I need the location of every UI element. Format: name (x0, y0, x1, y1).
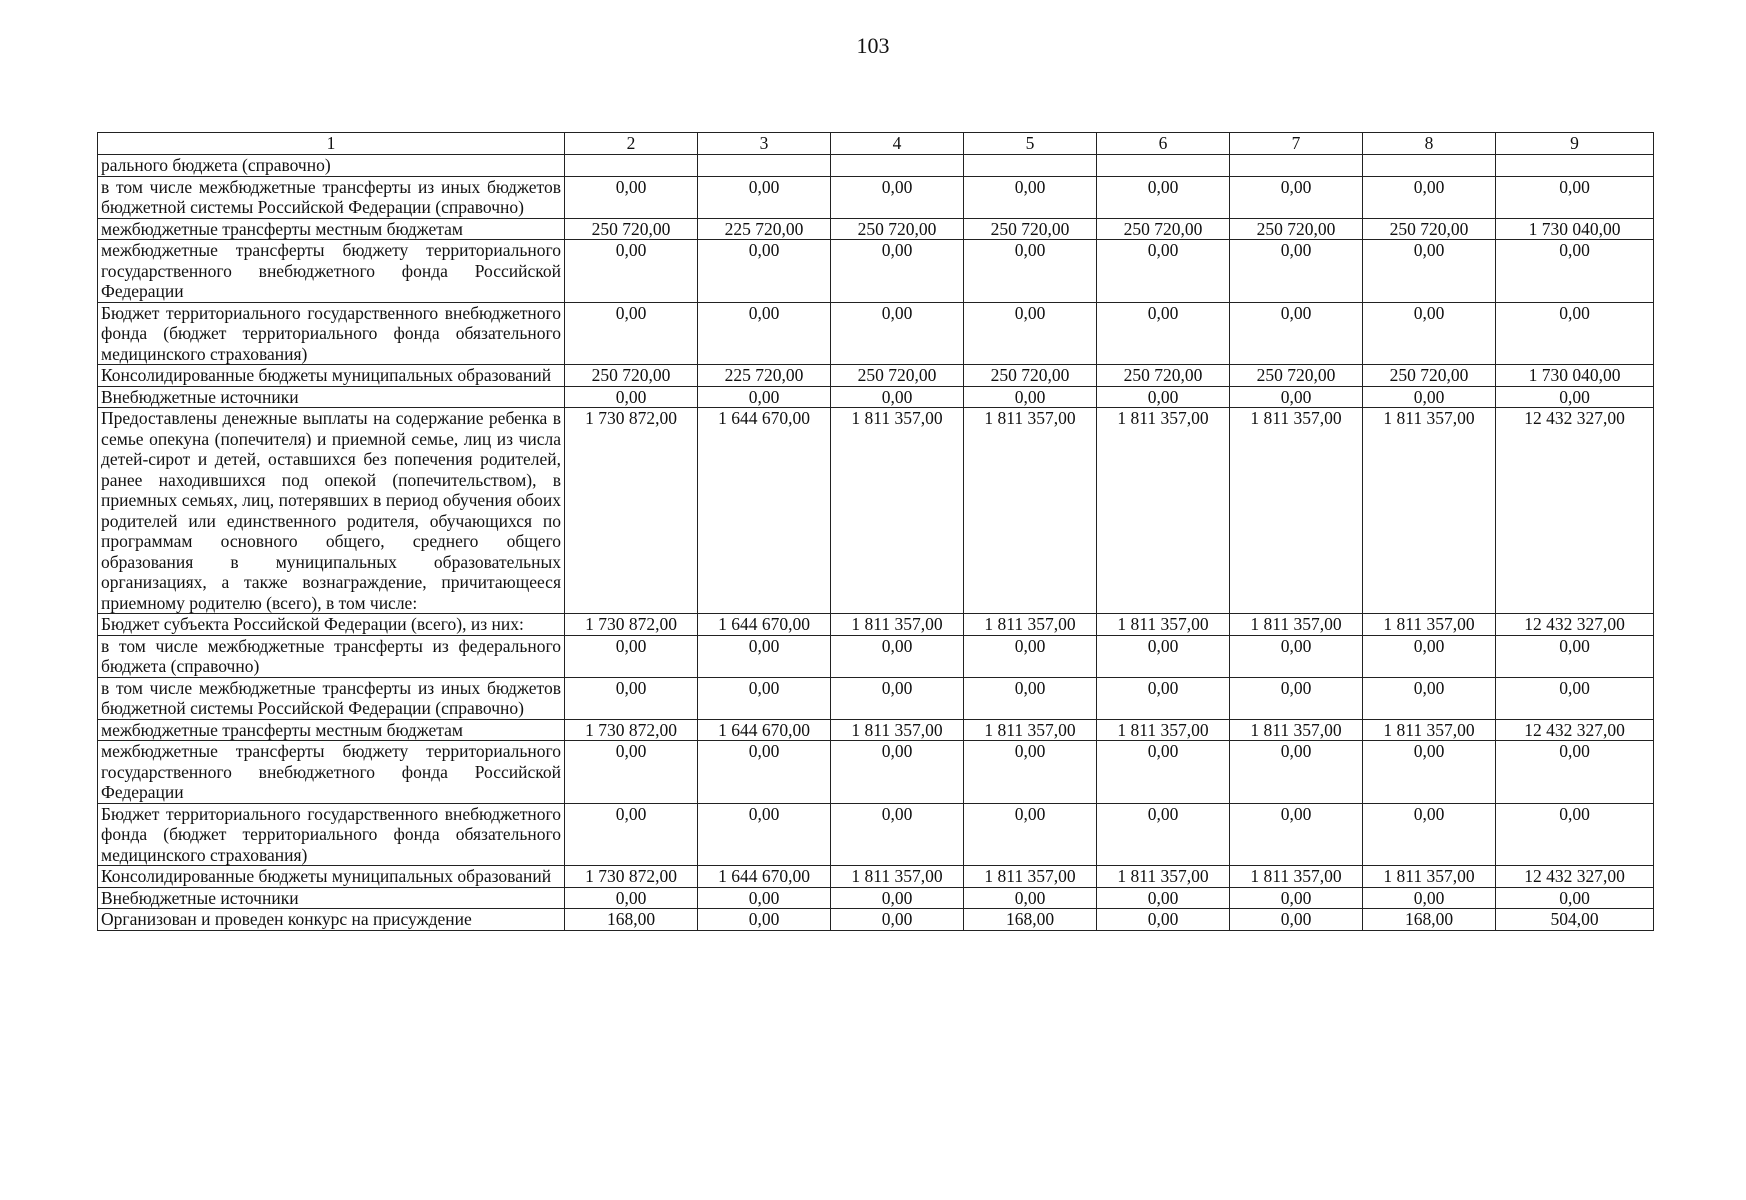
row-value (1097, 155, 1230, 177)
row-value: 250 720,00 (964, 218, 1097, 240)
row-value: 0,00 (831, 803, 964, 866)
row-value: 168,00 (964, 909, 1097, 931)
row-value: 1 811 357,00 (1230, 866, 1363, 888)
row-value: 0,00 (1230, 386, 1363, 408)
row-value: 250 720,00 (1363, 365, 1496, 387)
row-value: 1 811 357,00 (831, 719, 964, 741)
row-value: 168,00 (565, 909, 698, 931)
row-value: 0,00 (565, 887, 698, 909)
row-value: 0,00 (565, 302, 698, 365)
row-value: 0,00 (1097, 302, 1230, 365)
row-value: 0,00 (831, 635, 964, 677)
row-value: 0,00 (964, 176, 1097, 218)
row-value: 0,00 (1363, 386, 1496, 408)
row-value: 225 720,00 (698, 218, 831, 240)
row-value: 1 811 357,00 (1363, 719, 1496, 741)
row-value: 0,00 (565, 635, 698, 677)
table-row (98, 719, 1654, 741)
row-value: 1 811 357,00 (1097, 719, 1230, 741)
row-value: 0,00 (1097, 386, 1230, 408)
row-label: Бюджет территориального государственного внебюджетного фонда (бюджет территориального фонда обязательного медицинского страхования) (98, 803, 565, 866)
row-value: 0,00 (964, 302, 1097, 365)
row-value: 250 720,00 (1363, 218, 1496, 240)
row-label: рального бюджета (справочно) (98, 155, 565, 177)
table-body (98, 155, 1654, 931)
row-value: 0,00 (1097, 677, 1230, 719)
table-row (98, 614, 1654, 636)
row-label: Внебюджетные источники (98, 887, 565, 909)
column-number-row (98, 133, 1654, 155)
row-value: 250 720,00 (1230, 218, 1363, 240)
row-value: 0,00 (831, 302, 964, 365)
row-value (1363, 155, 1496, 177)
row-value: 1 730 872,00 (565, 866, 698, 888)
row-value: 0,00 (1097, 909, 1230, 931)
row-value: 0,00 (1496, 677, 1654, 719)
table-row (98, 803, 1654, 866)
row-value: 0,00 (565, 677, 698, 719)
row-value: 0,00 (1496, 803, 1654, 866)
column-header: 2 (565, 133, 698, 155)
row-value: 0,00 (1230, 741, 1363, 804)
row-value: 0,00 (964, 741, 1097, 804)
row-value (1230, 155, 1363, 177)
row-value: 0,00 (1097, 635, 1230, 677)
row-value: 1 644 670,00 (698, 614, 831, 636)
row-value: 0,00 (1230, 803, 1363, 866)
row-value: 168,00 (1363, 909, 1496, 931)
row-value: 0,00 (698, 887, 831, 909)
row-value: 0,00 (1230, 176, 1363, 218)
row-value: 0,00 (831, 741, 964, 804)
row-value: 0,00 (565, 240, 698, 303)
table-row (98, 176, 1654, 218)
row-value: 0,00 (1363, 803, 1496, 866)
page-number: 103 (856, 33, 890, 58)
row-value: 1 730 872,00 (565, 614, 698, 636)
row-value: 0,00 (1230, 240, 1363, 303)
row-label: Внебюджетные источники (98, 386, 565, 408)
row-value: 1 811 357,00 (1363, 866, 1496, 888)
row-value: 0,00 (1496, 302, 1654, 365)
row-value: 1 811 357,00 (1097, 408, 1230, 614)
row-label: межбюджетные трансферты местным бюджетам (98, 719, 565, 741)
row-value: 0,00 (831, 677, 964, 719)
row-value (831, 155, 964, 177)
row-value: 1 644 670,00 (698, 408, 831, 614)
row-label: Консолидированные бюджеты муниципальных образований (98, 866, 565, 888)
row-value: 0,00 (964, 887, 1097, 909)
row-value: 1 811 357,00 (964, 614, 1097, 636)
column-header: 8 (1363, 133, 1496, 155)
row-value: 1 730 872,00 (565, 408, 698, 614)
row-value: 0,00 (1363, 302, 1496, 365)
table-row (98, 240, 1654, 303)
row-value: 0,00 (831, 887, 964, 909)
row-label: межбюджетные трансферты бюджету территориального государственного внебюджетного фонда Российской Федерации (98, 240, 565, 303)
row-value: 1 811 357,00 (964, 408, 1097, 614)
row-value: 1 811 357,00 (831, 866, 964, 888)
row-label: межбюджетные трансферты бюджету территориального государственного внебюджетного фонда Российской Федерации (98, 741, 565, 804)
row-value: 0,00 (1230, 909, 1363, 931)
row-value: 0,00 (698, 909, 831, 931)
row-value: 0,00 (698, 386, 831, 408)
row-value: 0,00 (1097, 741, 1230, 804)
row-value: 1 811 357,00 (1230, 614, 1363, 636)
row-value: 1 811 357,00 (1230, 408, 1363, 614)
row-value: 1 811 357,00 (1363, 408, 1496, 614)
row-value: 0,00 (1363, 887, 1496, 909)
row-value: 250 720,00 (1097, 218, 1230, 240)
row-value: 1 811 357,00 (964, 719, 1097, 741)
row-value: 250 720,00 (831, 365, 964, 387)
row-value: 1 730 872,00 (565, 719, 698, 741)
row-value: 1 811 357,00 (964, 866, 1097, 888)
row-value: 1 811 357,00 (1230, 719, 1363, 741)
row-value: 0,00 (1496, 887, 1654, 909)
row-value: 12 432 327,00 (1496, 866, 1654, 888)
row-value: 250 720,00 (964, 365, 1097, 387)
row-value: 0,00 (1496, 741, 1654, 804)
row-value: 1 730 040,00 (1496, 365, 1654, 387)
row-value: 1 811 357,00 (1363, 614, 1496, 636)
row-value: 0,00 (831, 909, 964, 931)
row-value: 250 720,00 (1230, 365, 1363, 387)
row-label: в том числе межбюджетные трансферты из федерального бюджета (справочно) (98, 635, 565, 677)
row-value: 0,00 (964, 635, 1097, 677)
row-value: 0,00 (698, 240, 831, 303)
row-value (964, 155, 1097, 177)
row-value: 1 644 670,00 (698, 719, 831, 741)
row-value: 0,00 (964, 386, 1097, 408)
row-value: 1 811 357,00 (831, 408, 964, 614)
row-value: 250 720,00 (565, 218, 698, 240)
row-value: 0,00 (964, 240, 1097, 303)
row-value: 1 811 357,00 (831, 614, 964, 636)
row-value: 0,00 (698, 741, 831, 804)
table-row (98, 218, 1654, 240)
row-value: 0,00 (565, 803, 698, 866)
row-value: 250 720,00 (565, 365, 698, 387)
row-label: Организован и проведен конкурс на присуждение (98, 909, 565, 931)
row-value: 0,00 (565, 386, 698, 408)
row-label: Бюджет субъекта Российской Федерации (всего), из них: (98, 614, 565, 636)
row-label: Бюджет территориального государственного внебюджетного фонда (бюджет территориального фонда обязательного медицинского страхования) (98, 302, 565, 365)
row-label: Консолидированные бюджеты муниципальных образований (98, 365, 565, 387)
column-header: 6 (1097, 133, 1230, 155)
column-header: 1 (98, 133, 565, 155)
budget-table (97, 132, 1654, 931)
row-value: 0,00 (1496, 635, 1654, 677)
row-value: 1 811 357,00 (1097, 614, 1230, 636)
row-value: 225 720,00 (698, 365, 831, 387)
row-value: 1 811 357,00 (1097, 866, 1230, 888)
row-value: 0,00 (831, 386, 964, 408)
row-value: 0,00 (964, 677, 1097, 719)
row-value: 0,00 (565, 176, 698, 218)
row-label: межбюджетные трансферты местным бюджетам (98, 218, 565, 240)
row-value: 0,00 (1496, 176, 1654, 218)
column-header: 9 (1496, 133, 1654, 155)
table-row (98, 909, 1654, 931)
row-value: 0,00 (1363, 176, 1496, 218)
row-value (565, 155, 698, 177)
table-row (98, 741, 1654, 804)
row-value: 1 730 040,00 (1496, 218, 1654, 240)
table-row (98, 386, 1654, 408)
row-value: 0,00 (698, 677, 831, 719)
table-row (98, 677, 1654, 719)
row-value: 0,00 (698, 176, 831, 218)
row-value: 0,00 (1363, 741, 1496, 804)
row-value: 0,00 (1496, 240, 1654, 303)
row-value: 0,00 (698, 302, 831, 365)
row-value: 0,00 (1230, 887, 1363, 909)
column-header: 4 (831, 133, 964, 155)
row-value: 12 432 327,00 (1496, 408, 1654, 614)
row-value (698, 155, 831, 177)
row-value: 0,00 (1230, 677, 1363, 719)
row-value: 0,00 (698, 635, 831, 677)
row-value: 0,00 (1097, 887, 1230, 909)
column-header: 5 (964, 133, 1097, 155)
column-header: 3 (698, 133, 831, 155)
row-value: 0,00 (831, 240, 964, 303)
row-value: 0,00 (1363, 677, 1496, 719)
row-value: 0,00 (1363, 240, 1496, 303)
row-value: 504,00 (1496, 909, 1654, 931)
row-value: 0,00 (1363, 635, 1496, 677)
row-value: 0,00 (1496, 386, 1654, 408)
row-value: 0,00 (698, 803, 831, 866)
row-value: 0,00 (565, 741, 698, 804)
table-row (98, 365, 1654, 387)
row-value: 12 432 327,00 (1496, 614, 1654, 636)
table-row (98, 155, 1654, 177)
table-row (98, 635, 1654, 677)
row-value: 0,00 (1097, 803, 1230, 866)
row-value: 0,00 (1230, 302, 1363, 365)
table-row (98, 408, 1654, 614)
row-value (1496, 155, 1654, 177)
table-row (98, 302, 1654, 365)
row-value: 1 644 670,00 (698, 866, 831, 888)
table-row (98, 887, 1654, 909)
row-value: 0,00 (1097, 240, 1230, 303)
row-value: 0,00 (1230, 635, 1363, 677)
row-value: 0,00 (1097, 176, 1230, 218)
row-label: в том числе межбюджетные трансферты из иных бюджетов бюджетной системы Российской Федерации (справочно) (98, 677, 565, 719)
row-value: 0,00 (964, 803, 1097, 866)
row-label: в том числе межбюджетные трансферты из иных бюджетов бюджетной системы Российской Федерации (справочно) (98, 176, 565, 218)
row-label: Предоставлены денежные выплаты на содержание ребенка в семье опекуна (попечителя) и приемной семье, лиц из числа детей-сирот и детей, оставшихся без попечения родителей, ранее находившихся под опекой (попечительством), в приемных семьях, лиц, потерявших в период обучения обоих родителей или единственного родителя, обучающихся по программам основного общего, среднего общего образования в муниципальных образовательных организациях, а также вознаграждение, причитающееся приемному родителю (всего), в том числе: (98, 408, 565, 614)
row-value: 250 720,00 (831, 218, 964, 240)
row-value: 250 720,00 (1097, 365, 1230, 387)
column-header: 7 (1230, 133, 1363, 155)
row-value: 12 432 327,00 (1496, 719, 1654, 741)
row-value: 0,00 (831, 176, 964, 218)
table-row (98, 866, 1654, 888)
